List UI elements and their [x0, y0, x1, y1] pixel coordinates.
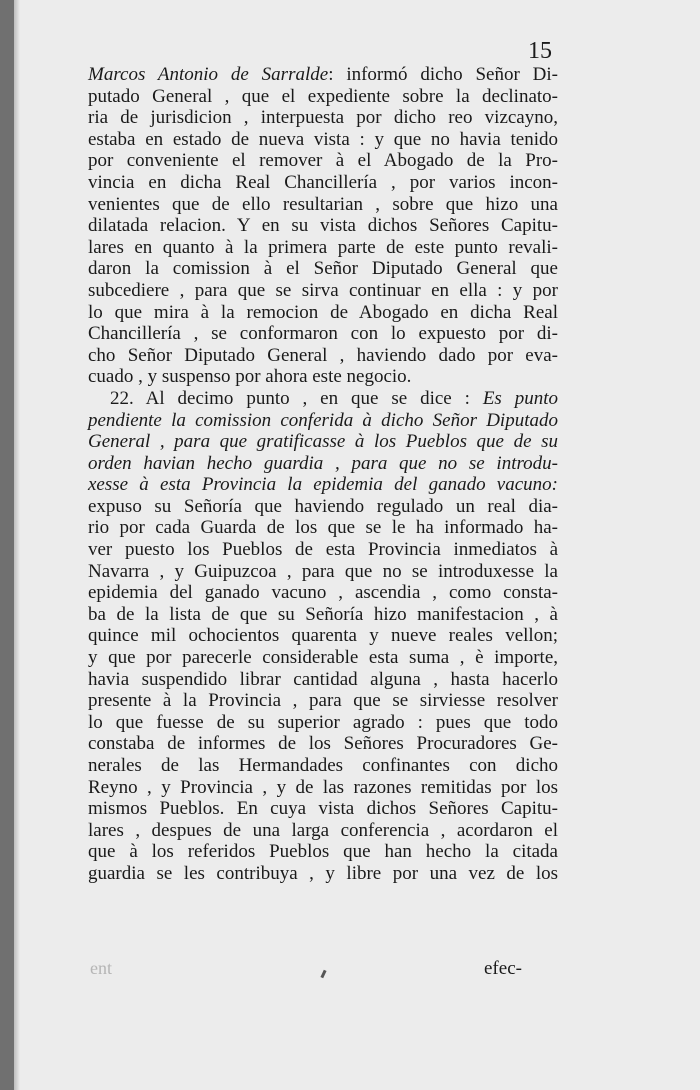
text-line — [88, 669, 558, 691]
text-line — [88, 820, 558, 842]
text-line — [88, 539, 558, 561]
roman-text: daron la comission à el Señor Diputado General que — [88, 258, 558, 280]
text-line — [88, 237, 558, 259]
text-line — [88, 453, 558, 475]
roman-text: constaba de informes de los Señores Procuradores Ge- — [88, 733, 558, 755]
text-line — [88, 798, 558, 820]
binding-shadow — [14, 0, 20, 1090]
italic-text: pendiente la comission conferida à dicho Señor Diputado — [88, 409, 558, 431]
roman-text: por conveniente el remover à el Abogado de la Pro- — [88, 150, 558, 172]
roman-text: ba de la lista de que su Señoría hizo manifestacion , à — [88, 603, 558, 625]
text-line — [88, 582, 558, 604]
text-line — [88, 841, 558, 863]
roman-text: havia suspendido librar cantidad alguna , hasta hacerlo — [88, 668, 558, 690]
text-line — [88, 474, 558, 496]
roman-text: venientes que de ello resultarian , sobre que hizo una — [88, 193, 558, 215]
italic-text: Marcos Antonio de Sarralde — [88, 64, 329, 85]
roman-text: cho Señor Diputado General , haviendo dado por eva- — [88, 344, 558, 366]
text-line — [88, 323, 558, 345]
text-line — [88, 215, 558, 237]
roman-text: 22. Al decimo punto , en que se dice : — [110, 387, 483, 409]
text-line — [88, 302, 558, 324]
text-line — [88, 517, 558, 539]
text-line — [88, 690, 558, 712]
body-text — [88, 64, 558, 885]
text-line — [88, 172, 558, 194]
text-line — [88, 712, 558, 734]
text-line — [88, 280, 558, 302]
text-line — [88, 194, 558, 216]
roman-text: mismos Pueblos. En cuya vista dichos Señores Capitu- — [88, 798, 558, 820]
roman-text: lo que fuesse de su superior agrado : pues que todo — [88, 711, 558, 733]
text-line — [88, 561, 558, 583]
roman-text: subcediere , para que se sirva continuar en ella : y por — [88, 279, 558, 301]
text-line — [88, 366, 558, 388]
text-line — [88, 625, 558, 647]
roman-text: quince mil ochocientos quarenta y nueve reales vellon; — [88, 625, 558, 647]
roman-text: guardia se les contribuya , y libre por una vez de los — [88, 862, 558, 884]
ink-speck — [320, 970, 326, 979]
roman-text: lares en quanto à la primera parte de este punto revali- — [88, 236, 558, 258]
bleed-through-text: ent — [90, 958, 112, 978]
roman-text: lo que mira à la remocion de Abogado en dicha Real — [88, 301, 558, 323]
roman-text: ria de jurisdicion , interpuesta por dicho reo vizcayno, — [88, 107, 558, 129]
text-line — [88, 431, 558, 453]
roman-text: estaba en estado de nueva vista : y que no havia tenido — [88, 128, 558, 150]
page-number: 15 — [528, 38, 552, 64]
text-line — [88, 496, 558, 518]
text-line — [88, 647, 558, 669]
text-line — [88, 345, 558, 367]
text-line — [88, 258, 558, 280]
italic-text: General , para que gratificasse à los Pueblos que de su — [88, 431, 558, 453]
roman-text: Navarra , y Guipuzcoa , para que no se introduxesse la — [88, 560, 558, 582]
roman-text: dilatada relacion. Y en su vista dichos Señores Capitu- — [88, 215, 558, 237]
roman-text: vincia en dicha Real Chancillería , por varios incon- — [88, 171, 558, 193]
roman-text: cuado , y suspenso por ahora este negocio. — [88, 366, 412, 388]
text-line — [88, 388, 558, 410]
roman-text: Reyno , y Provincia , y de las razones remitidas por los — [88, 776, 558, 798]
text-line — [88, 64, 558, 86]
text-line — [88, 863, 558, 885]
italic-text: xesse à esta Provincia la epidemia del ganado vacuno: — [88, 474, 558, 496]
text-line — [88, 777, 558, 799]
text-line — [88, 410, 558, 432]
italic-text: orden havian hecho guardia , para que no se introdu- — [88, 452, 558, 474]
italic-text: Es punto — [482, 387, 558, 409]
text-line — [88, 86, 558, 108]
roman-text: presente à la Provincia , para que se sirviesse resolver — [88, 690, 558, 712]
text-line — [88, 107, 558, 129]
text-line — [88, 755, 558, 777]
text-line — [88, 129, 558, 151]
roman-text: ver puesto los Pueblos de esta Provincia inmediatos à — [88, 539, 558, 561]
roman-text: epidemia del ganado vacuno , ascendia , como consta- — [88, 582, 558, 604]
text-line — [88, 733, 558, 755]
roman-text: putado General , que el expediente sobre la declinato- — [88, 85, 558, 107]
catchword: efec- — [484, 958, 522, 979]
roman-text: : informó dicho Señor Di- — [328, 64, 558, 85]
roman-text: y que por parecerle considerable esta suma , è importe, — [88, 647, 558, 669]
roman-text: lares , despues de una larga conferencia , acordaron el — [88, 819, 558, 841]
roman-text: expuso su Señoría que haviendo regulado un real dia- — [88, 495, 558, 517]
roman-text: nerales de las Hermandades confinantes con dicho — [88, 755, 558, 776]
text-line — [88, 150, 558, 172]
text-line — [88, 604, 558, 626]
binding-gutter — [0, 0, 14, 1090]
roman-text: Chancillería , se conformaron con lo expuesto por di- — [88, 323, 558, 345]
roman-text: que à los referidos Pueblos que han hecho la citada — [88, 841, 558, 863]
roman-text: rio por cada Guarda de los que se le ha informado ha- — [88, 517, 558, 539]
